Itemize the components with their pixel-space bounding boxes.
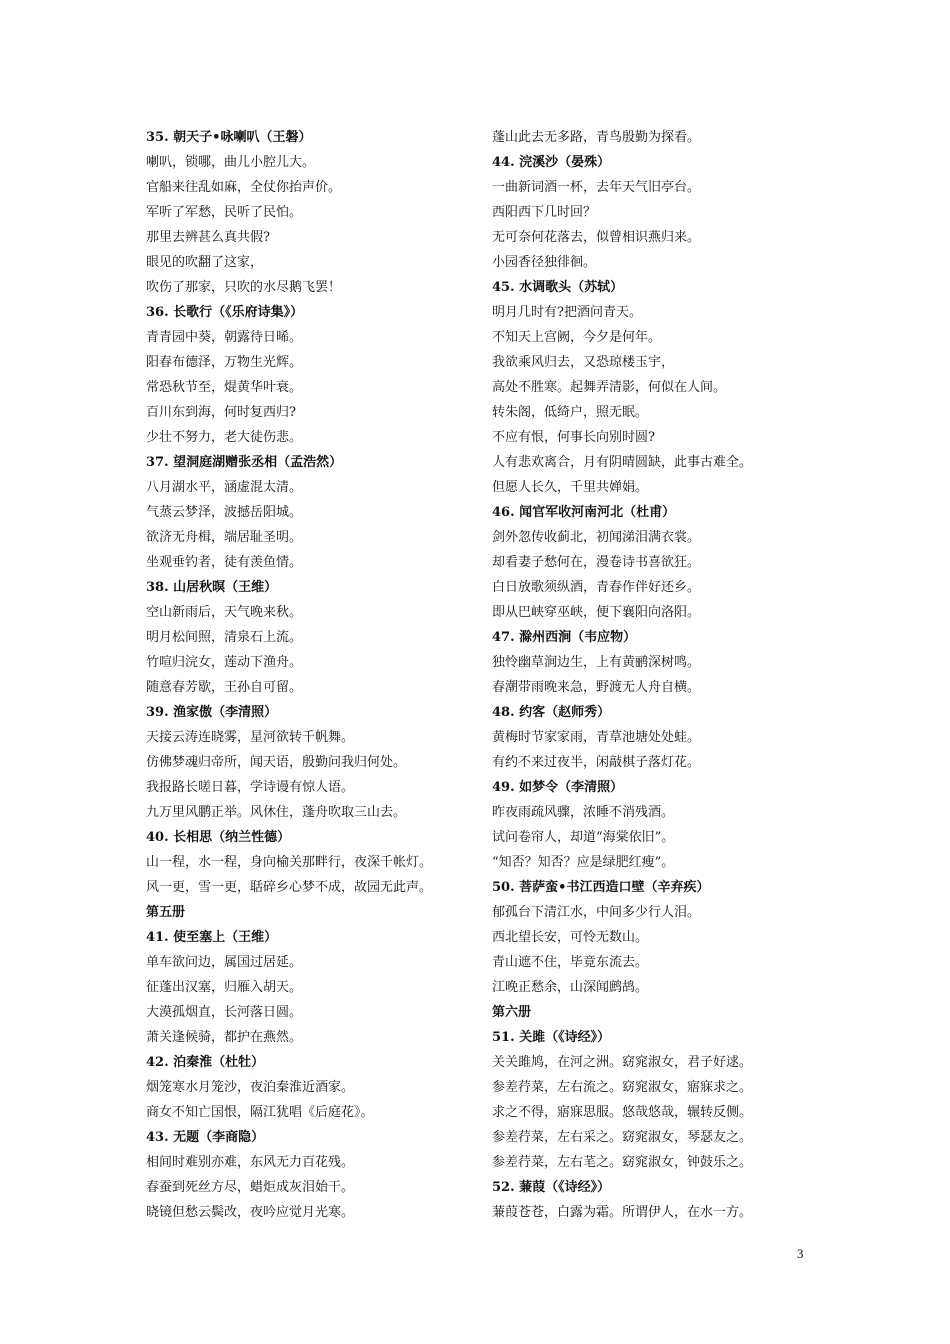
poem-title: 46. 闻官军收河南河北（杜甫）: [492, 505, 676, 520]
poem-title: 43. 无题（李商隐）: [146, 1130, 265, 1145]
poem-line: 军听了军愁，民听了民怕。: [146, 205, 303, 220]
left-column: [146, 125, 476, 1225]
poem-line: 昨夜雨疏风骤，浓睡不消残酒。: [492, 805, 675, 820]
right-column: [492, 125, 832, 1225]
poem-line: 我报路长嗟日暮，学诗谩有惊人语。: [146, 780, 355, 795]
poem-line: 吹伤了那家，只吹的水尽鹅飞罢！: [146, 280, 342, 295]
poem-line: 八月湖水平，涵虚混太清。: [146, 480, 303, 495]
poem-title: 47. 滁州西涧（韦应物）: [492, 630, 637, 645]
poem-line: 参差荇菜，左右采之。窈窕淑女，琴瑟友之。: [492, 1130, 753, 1145]
poem-line: 蓬山此去无多路，青鸟殷勤为探看。: [492, 130, 701, 145]
poem-line: 我欲乘风归去，又恐琼楼玉宇，: [492, 355, 675, 370]
poem-line: 参差荇菜，左右流之。窈窕淑女，寤寐求之。: [492, 1080, 753, 1095]
poem-line: 官船来往乱如麻，全仗你抬声价。: [146, 180, 342, 195]
poem-line: 九万里风鹏正举。风休住，蓬舟吹取三山去。: [146, 805, 407, 820]
poem-line: 竹喧归浣女，莲动下渔舟。: [146, 655, 303, 670]
poem-title: 51. 关雎（《诗经》）: [492, 1030, 611, 1045]
poem-line: 白日放歌须纵酒，青春作伴好还乡。: [492, 580, 701, 595]
poem-line: 单车欲问边，属国过居延。: [146, 955, 303, 970]
poem-line: 晓镜但愁云鬓改，夜吟应觉月光寒。: [146, 1205, 355, 1220]
poem-line: 明月几时有?把酒问青天。: [492, 305, 642, 320]
poem-line: 气蒸云梦泽，波撼岳阳城。: [146, 505, 303, 520]
poem-line: 一曲新词酒一杯，去年天气旧亭台。: [492, 180, 701, 195]
poem-line: 求之不得，寤寐思服。悠哉悠哉，辗转反侧。: [492, 1105, 753, 1120]
poem-line: 喇叭，锁哪，曲儿小腔儿大。: [146, 155, 316, 170]
poem-line: 山一程，水一程，身向榆关那畔行，夜深千帐灯。: [146, 855, 433, 870]
poem-line: 高处不胜寒。起舞弄清影，何似在人间。: [492, 380, 727, 395]
poem-line: 大漠孤烟直，长河落日圆。: [146, 1005, 303, 1020]
poem-line: 转朱阁，低绮户，照无眠。: [492, 405, 649, 420]
poem-line: 风一更，雪一更，聒碎乡心梦不成，故园无此声。: [146, 880, 433, 895]
poem-line: 天接云涛连晓雾，星河欲转千帆舞。: [146, 730, 355, 745]
poem-line: 坐观垂钓者，徒有羡鱼情。: [146, 555, 303, 570]
poem-line: 剑外忽传收蓟北，初闻涕泪满衣裳。: [492, 530, 701, 545]
poem-line: 烟笼寒水月笼沙，夜泊秦淮近酒家。: [146, 1080, 355, 1095]
poem-line: 黄梅时节家家雨，青草池塘处处蛙。: [492, 730, 701, 745]
poem-title: 37. 望洞庭湖赠张丞相（孟浩然）: [146, 455, 343, 470]
poem-line: 少壮不努力，老大徒伤悲。: [146, 430, 303, 445]
poem-line: 眼见的吹翻了这家，: [146, 255, 264, 270]
poem-line: 却看妻子愁何在，漫卷诗书喜欲狂。: [492, 555, 701, 570]
poem-line: 青青园中葵，朝露待日晞。: [146, 330, 303, 345]
poem-line: 但愿人长久，千里共婵娟。: [492, 480, 649, 495]
poem-line: 春蚕到死丝方尽，蜡炬成灰泪始干。: [146, 1180, 355, 1195]
poem-line: 蒹葭苍苍，白露为霜。所谓伊人，在水一方。: [492, 1205, 753, 1220]
poem-line: 百川东到海，何时复西归?: [146, 405, 296, 420]
poem-line: 相间时难别亦难，东风无力百花残。: [146, 1155, 355, 1170]
poem-title: 45. 水调歌头（苏轼）: [492, 280, 624, 295]
poem-line: 不知天上宫阙，今夕是何年。: [492, 330, 662, 345]
poem-line: 不应有恨，何事长向别时圆?: [492, 430, 655, 445]
poem-line: “知否？知否？应是绿肥红瘦”。: [492, 855, 675, 870]
poem-title: 48. 约客（赵师秀）: [492, 705, 611, 720]
poem-title: 42. 泊秦淮（杜牡）: [146, 1055, 265, 1070]
poem-title: 49. 如梦令（李清照）: [492, 780, 624, 795]
poem-title: 36. 长歌行（《乐府诗集》）: [146, 305, 304, 320]
poem-line: 阳春布德泽，万物生光辉。: [146, 355, 303, 370]
poem-line: 欲济无舟楫，端居耻圣明。: [146, 530, 303, 545]
poem-title: 52. 蒹葭（《诗经》）: [492, 1180, 611, 1195]
poem-line: 征蓬出汉塞，归雁入胡天。: [146, 980, 303, 995]
poem-line: 小园香径独徘徊。: [492, 255, 597, 270]
poem-line: 无可奈何花落去，似曾相识燕归来。: [492, 230, 701, 245]
poem-title: 44. 浣溪沙（晏殊）: [492, 155, 611, 170]
poem-line: 关关雎鸠，在河之洲。窈窕淑女，君子好逑。: [492, 1055, 753, 1070]
poem-line: 即从巴峡穿巫峡，便下襄阳向洛阳。: [492, 605, 701, 620]
poem-title: 38. 山居秋暝（王维）: [146, 580, 278, 595]
poem-line: 有约不来过夜半，闲敲棋子落灯花。: [492, 755, 701, 770]
poem-line: 空山新雨后，天气晚来秋。: [146, 605, 303, 620]
poem-line: 那里去辨甚么真共假?: [146, 230, 270, 245]
poem-line: 随意春芳歇，王孙自可留。: [146, 680, 303, 695]
poem-line: 春潮带雨晚来急，野渡无人舟自横。: [492, 680, 701, 695]
page-number: 3: [797, 1246, 804, 1261]
poem-line: 人有悲欢离合，月有阴晴圆缺，此事古难全。: [492, 455, 753, 470]
poem-title: 39. 渔家傲（李清照）: [146, 705, 278, 720]
section-heading: 第六册: [492, 1005, 532, 1020]
poem-line: 参差荇菜，左右芼之。窈窕淑女，钟鼓乐之。: [492, 1155, 753, 1170]
poem-line: 萧关逢候骑，都护在燕然。: [146, 1030, 303, 1045]
poem-line: 西北望长安，可怜无数山。: [492, 930, 649, 945]
poem-line: 商女不知亡国恨，隔江犹唱《后庭花》。: [146, 1105, 374, 1120]
poem-line: 郁孤台下清江水，中间多少行人泪。: [492, 905, 701, 920]
poem-line: 江晚正愁余，山深闻鹧鸪。: [492, 980, 649, 995]
poem-line: 西阳西下几时回？: [492, 205, 597, 220]
poem-line: 青山遮不住，毕竟东流去。: [492, 955, 649, 970]
poem-line: 独怜幽草涧边生，上有黄鹂深树鸣。: [492, 655, 701, 670]
poem-title: 50. 菩萨蛮•书江西造口壁（辛弃疾）: [492, 880, 710, 895]
poem-line: 常恐秋节至，焜黄华叶衰。: [146, 380, 303, 395]
poem-title: 40. 长相思（纳兰性德）: [146, 830, 291, 845]
section-heading: 第五册: [146, 905, 186, 920]
poem-line: 仿佛梦魂归帝所，闻天语，殷勤问我归何处。: [146, 755, 407, 770]
poem-title: 41. 使至塞上（王维）: [146, 930, 278, 945]
poem-title: 35. 朝天子•咏喇叭（王磐）: [146, 130, 312, 145]
poem-line: 试问卷帘人，却道“海棠依旧”。: [492, 830, 675, 845]
poem-line: 明月松间照，清泉石上流。: [146, 630, 303, 645]
